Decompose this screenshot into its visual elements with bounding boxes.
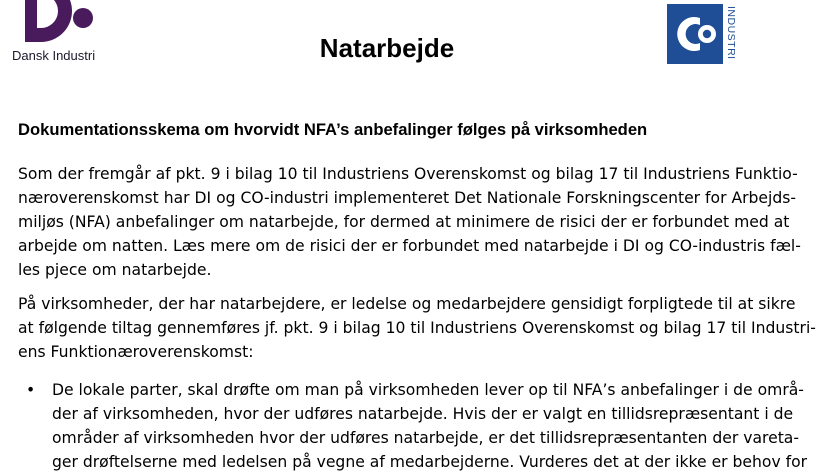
- paragraph-line: På virksomheder, der har natarbejdere, er ledelse og medarbejdere gensidigt forpligtede til at sikre: [18, 295, 796, 313]
- paragraph-line: miljøs (NFA) anbefalinger om natarbejde, for dermed at minimere de risici der er forbundet med at: [18, 213, 790, 231]
- paragraph-line: næroverenskomst har DI og CO-industri implementeret Det Nationale Forskningscenter for Arbejds-: [18, 189, 796, 207]
- co-logo-text: INDUSTRI: [725, 6, 737, 60]
- obligations-paragraph: [18, 292, 816, 364]
- bullet-text: [52, 378, 807, 474]
- paragraph-line: Som der fremgår af pkt. 9 i bilag 10 til Industriens Overenskomst og bilag 17 til Industriens Funktio-: [18, 165, 798, 183]
- bullet-line: De lokale parter, skal drøfte om man på virksomheden lever op til NFA’s anbefalinger i de områ-: [52, 381, 804, 399]
- paragraph-line: at følgende tiltag gennemføres jf. pkt. 9 i bilag 10 til Industriens Overenskomst og bilag 17 til Industri-: [18, 319, 816, 337]
- section-subheading: Dokumentationsskema om hvorvidt NFA’s anbefalinger følges på virksomheden: [18, 120, 648, 139]
- paragraph-line: les pjece om natarbejde.: [18, 261, 212, 279]
- paragraph-line: ens Funktionæroverenskomst:: [18, 343, 254, 361]
- bullet-line: områder af virksomheden hvor der udføres natarbejde, er det tillidsrepræsentanten der vareta-: [52, 429, 799, 447]
- intro-paragraph: [18, 162, 801, 282]
- bullet-icon: •: [26, 381, 36, 399]
- di-logo-text: Dansk Industri: [12, 48, 96, 63]
- document-title: Natarbejde: [319, 33, 455, 63]
- paragraph-line: arbejde om natten. Læs mere om de risici der er forbundet med natarbejde i DI og CO-industris fæl-: [18, 237, 801, 255]
- bullet-line: der af virksomheden, hvor der udføres natarbejde. Hvis der er valgt en tillidsrepræsentant i de: [52, 405, 794, 423]
- bullet-line: ger drøftelserne med ledelsen på vegne af medarbejderne. Vurderes det at der ikke er behov for: [52, 453, 808, 471]
